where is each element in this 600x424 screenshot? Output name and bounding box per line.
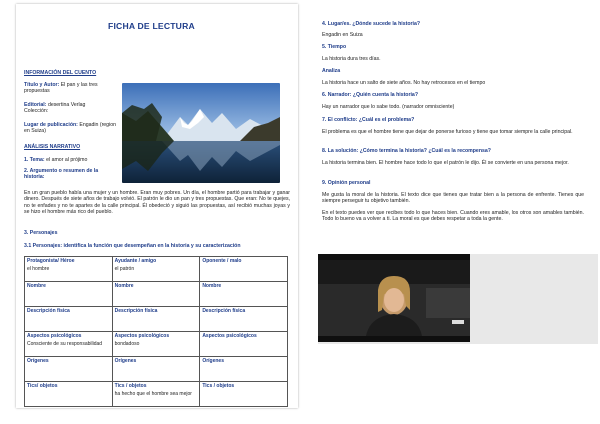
table-row bbox=[25, 357, 288, 382]
cell-label: Tics / objetos bbox=[202, 383, 235, 389]
cell-label: Orígenes bbox=[202, 358, 224, 364]
left-page bbox=[16, 4, 298, 408]
cell-label: Orígenes bbox=[114, 358, 137, 364]
table-row bbox=[25, 382, 288, 407]
argumento-text: En un gran pueblo había una mujer y un hombre. Eran muy pobres. Un día, el hombre partió para trabajar y ganar dinero. Después de siete años de trabajo volvió. El patrón le dio un pan y tres propuestas. Que eran: No te quejes, no te enfades y no te apartes de la calle principal. Él obedeció y siguió las propuestas, así recibió muchas joyas y se hizo el hombre más rico del pueblo. bbox=[24, 190, 290, 216]
table-row bbox=[25, 257, 288, 282]
channel-logo-icon bbox=[452, 320, 464, 324]
right-page bbox=[304, 4, 590, 258]
table-cell bbox=[200, 357, 288, 382]
info-heading: INFORMACIÓN DEL CUENTO bbox=[24, 70, 97, 76]
q9-answer-2: En el texto puedes ver que recibes todo lo que haces bien. Cuando eres amable, los otros son amables también. Todo lo bueno va a volver a ti. La moral es que debes respetar a toda la gente. bbox=[322, 210, 584, 223]
q9-answer-1: Me gusta la moral de la historia. El texto dice que tienes que tratar bien a la persona de enfrente. Tienes que siempre perseguir tu objetivo también. bbox=[322, 192, 584, 205]
cell-label: Nombre bbox=[27, 283, 46, 289]
table-row bbox=[25, 282, 288, 307]
cell-label: Aspectos psicológicos bbox=[27, 333, 82, 339]
cell-value: bondadoso bbox=[114, 341, 140, 347]
table-cell bbox=[112, 357, 200, 382]
q8-answer: La historia termina bien. El hombre hace todo lo que el patrón le dijo. Él se convierte en una persona mejor. bbox=[322, 160, 569, 166]
mountain-lake-photo bbox=[122, 83, 280, 183]
cell-label: Aspectos psicológicos bbox=[202, 333, 257, 339]
analiza-answer: La historia hace un salto de siete años. No hay retrocesos en el tiempo bbox=[322, 80, 486, 86]
tema-field bbox=[24, 157, 119, 163]
q8-heading: 8. La solución: ¿Cómo termina la historia? ¿Cuál es la recompensa? bbox=[322, 148, 491, 154]
argumento-heading: 2. Argumento o resumen de la historia: bbox=[24, 168, 99, 181]
q7-heading: 7. El conflicto: ¿Cuál es el problema? bbox=[322, 117, 415, 123]
titulo-value: El pan y las tres propuestas bbox=[24, 82, 98, 95]
cell-label: Tics / objetos bbox=[114, 383, 147, 389]
table-cell bbox=[112, 332, 200, 357]
cell-label: Ayudante / amigo bbox=[114, 258, 157, 264]
analisis-heading: ANÁLISIS NARRATIVO bbox=[24, 144, 81, 150]
table-row bbox=[25, 307, 288, 332]
landscape-image bbox=[122, 83, 280, 183]
cell-label: Nombre bbox=[114, 283, 134, 289]
table-row bbox=[25, 332, 288, 357]
table-cell bbox=[200, 382, 288, 407]
q6-heading: 6. Narrador: ¿Quién cuenta la historia? bbox=[322, 92, 418, 98]
cell-value: ha hecho que el hombre sea mejor bbox=[114, 391, 192, 397]
editorial-label: Editorial: bbox=[24, 102, 47, 108]
cell-label: Descripción física bbox=[27, 308, 70, 314]
lugar-label: Lugar de publicación: bbox=[24, 122, 78, 128]
q9-heading: 9. Opinión personal bbox=[322, 180, 371, 186]
tema-label: 1. Tema: bbox=[24, 157, 45, 163]
cell-label: Descripción física bbox=[114, 308, 158, 314]
table-cell bbox=[25, 282, 113, 307]
page-title: FICHA DE LECTURA bbox=[108, 21, 195, 31]
q5-answer: La historia dura tres días. bbox=[322, 56, 381, 62]
lugar-value: Engadin (region en Suiza) bbox=[24, 122, 116, 135]
q7-answer: El problema es que el hombre tiene que dejar de ponerse furioso y tiene que tomar siempre la calle principal. bbox=[322, 129, 573, 135]
q4-answer: Engadin en Suiza bbox=[322, 32, 363, 38]
cell-label: Descripción física bbox=[202, 308, 246, 314]
table-cell bbox=[200, 332, 288, 357]
titulo-label: Título y Autor: bbox=[24, 82, 60, 88]
cell-label: Tics/ objetos bbox=[27, 383, 58, 389]
cell-value: el hombre bbox=[27, 266, 50, 272]
table-cell bbox=[25, 357, 113, 382]
table-cell bbox=[200, 257, 288, 282]
video-player[interactable] bbox=[318, 254, 470, 342]
cell-value: el patrón bbox=[114, 266, 135, 272]
editorial-field bbox=[24, 102, 104, 115]
cell-label: Protagonista/ Héroe bbox=[27, 258, 75, 264]
q5-heading: 5. Tiempo bbox=[322, 44, 347, 50]
characters-table bbox=[24, 256, 288, 407]
table-cell bbox=[200, 307, 288, 332]
table-cell bbox=[112, 257, 200, 282]
cell-label: Nombre bbox=[202, 283, 222, 289]
table-cell bbox=[25, 307, 113, 332]
tema-value: el amor al prójimo bbox=[46, 157, 88, 163]
lugar-field bbox=[24, 122, 119, 135]
titulo-field bbox=[24, 82, 116, 95]
personajes-subheading: 3.1 Personajes: identifica la función que desempeñan en la historia y su caracterización bbox=[24, 243, 241, 249]
table-cell bbox=[112, 382, 200, 407]
table-cell bbox=[25, 332, 113, 357]
table-cell bbox=[25, 382, 113, 407]
table-cell bbox=[25, 257, 113, 282]
personajes-heading: 3. Personajes bbox=[24, 230, 58, 236]
table-cell bbox=[112, 307, 200, 332]
q6-answer: Hay un narrador que lo sabe todo. (narrador omnisciente) bbox=[322, 104, 455, 110]
cell-label: Aspectos psicológicos bbox=[114, 333, 170, 339]
table-cell bbox=[112, 282, 200, 307]
analiza-heading: Analiza bbox=[322, 68, 341, 74]
q4-heading: 4. Lugar/es. ¿Dónde sucede la historia? bbox=[322, 21, 421, 27]
cell-label: Orígenes bbox=[27, 358, 49, 364]
table-cell bbox=[200, 282, 288, 307]
cell-value: Consciente de su responsabilidad bbox=[27, 341, 103, 347]
video-frame bbox=[318, 254, 470, 342]
editorial-value: desertina Verlag Colección: bbox=[24, 102, 86, 115]
cell-label: Oponente / malo bbox=[202, 258, 242, 264]
